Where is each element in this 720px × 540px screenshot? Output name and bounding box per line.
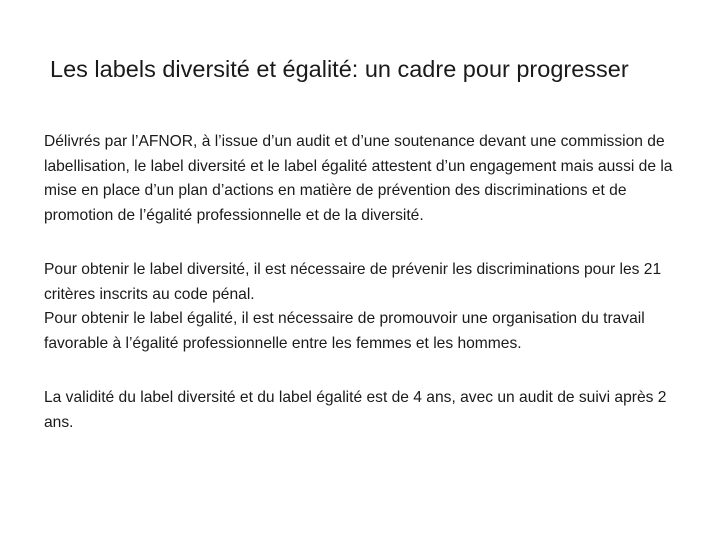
- paragraph-label-egalite: Pour obtenir le label égalité, il est nécessaire de promouvoir une organisation du travail favorable à l’égalité professionnelle entre les femmes et les hommes.: [44, 310, 645, 352]
- paragraph-validite: La validité du label diversité et du label égalité est de 4 ans, avec un audit de suivi après 2 ans.: [44, 389, 667, 431]
- paragraph-label-diversite: Pour obtenir le label diversité, il est nécessaire de prévenir les discriminations pour les 21 critères inscrits au code pénal.: [44, 261, 662, 303]
- paragraph-afnor: Délivrés par l’AFNOR, à l’issue d’un audit et d’une soutenance devant une commission de labellisation, le label diversité et le label égalité attestent d’un engagement mais aussi de la mise en place d’un plan d’actions en matière de prévention des discriminations et de promotion de l’égalité professionnelle et de la diversité.: [44, 133, 673, 224]
- slide-body: [44, 130, 684, 435]
- slide-title: Les labels diversité et égalité: un cadre pour progresser: [50, 56, 629, 82]
